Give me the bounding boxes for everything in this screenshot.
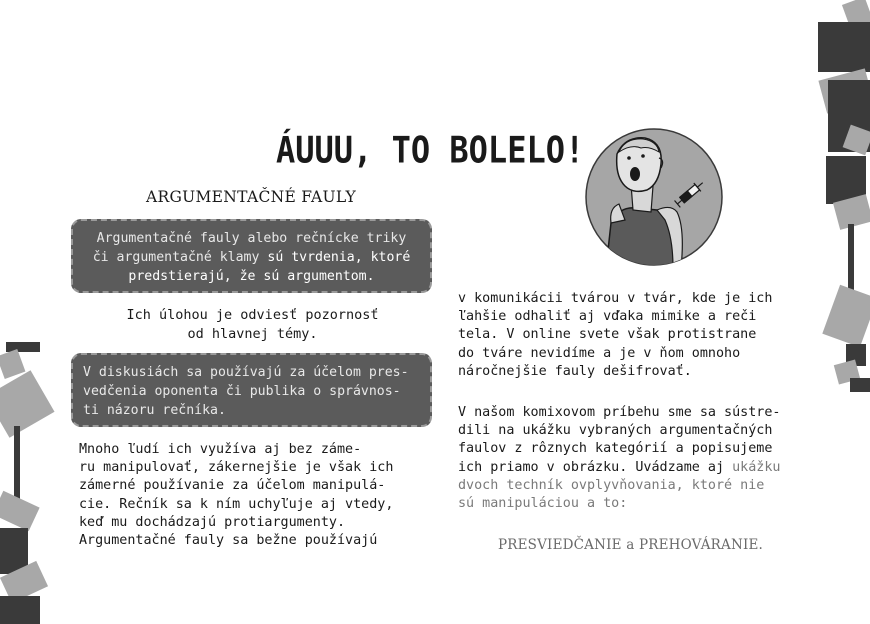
paragraph-line: do tváre nevidíme a je v ňom omnoho <box>458 345 741 361</box>
paragraph-line: náročnejšie fauly dešifrovať. <box>458 363 692 379</box>
definition-box <box>71 219 432 293</box>
paragraph-segment: ich priamo v obrázku. Uvádzame aj <box>458 459 733 475</box>
box-text-segment: či argumentačné klamy <box>92 250 260 265</box>
section-subtitle: ARGUMENTAČNÉ FAULY <box>146 188 357 206</box>
paragraph-line: keď mu dochádzajú protiargumenty. <box>79 514 346 530</box>
paragraph-line <box>458 459 803 477</box>
paragraph-line: zámerné používanie za účelom manipulá- <box>79 478 386 494</box>
paragraph-line: cie. Rečník sa k ním uchyľuje aj vtedy, <box>79 496 394 512</box>
paragraph-line: v komunikácii tvárou v tvár, kde je ich <box>458 291 773 306</box>
paragraph-line: tela. V online svete však protistrane <box>458 327 757 343</box>
paragraph-line: dvoch techník ovplyvňovania, ktoré nie <box>458 477 765 493</box>
paragraph-line: faulov z rôznych kategórií a popisujeme <box>458 441 773 457</box>
left-column-text <box>79 441 427 550</box>
usage-box <box>71 353 432 427</box>
box-line: ti názoru rečníka. <box>83 403 226 418</box>
syringe-icon <box>670 176 710 212</box>
paragraph-line: V našom komixovom príbehu sme sa sústre- <box>458 405 781 420</box>
muted-segment: ukážku <box>732 459 781 475</box>
techniques-label: PRESVIEDČANIE a PREHOVÁRANIE. <box>497 537 764 553</box>
box-line: predstierajú, že sú argumentom. <box>128 269 375 284</box>
purpose-line: od hlavnej témy. <box>187 326 318 342</box>
paragraph-line: sú manipuláciou a to: <box>458 496 628 512</box>
paragraph-line: Argumentačné fauly sa bežne používajú <box>79 533 378 549</box>
box-line: Argumentačné fauly alebo rečnícke triky <box>96 231 407 246</box>
box-line: V diskusiách sa používajú za účelom pres- <box>83 365 409 380</box>
right-column-text-2 <box>458 404 803 513</box>
paragraph-line: ru manipulovať, zákernejšie je však ich <box>79 460 394 476</box>
paragraph-line: Mnoho ľudí ich využíva aj bez záme- <box>79 442 362 457</box>
box-text-highlight: sú tvrdenia, ktoré <box>259 250 411 265</box>
purpose-line: Ich úlohou je odviesť pozornosť <box>126 307 379 323</box>
paragraph-line: ľahšie odhaliť aj vďaka mimike a reči <box>458 309 757 325</box>
right-column-text-1 <box>458 290 803 381</box>
paragraph-line: dili na ukážku vybraných argumentačných <box>458 423 773 439</box>
page-title: ÁUUU, TO BOLELO! <box>276 128 585 172</box>
purpose-text <box>80 306 425 344</box>
box-line <box>81 248 422 267</box>
box-line: vedčenia oponenta či publika o správnos- <box>83 384 401 399</box>
